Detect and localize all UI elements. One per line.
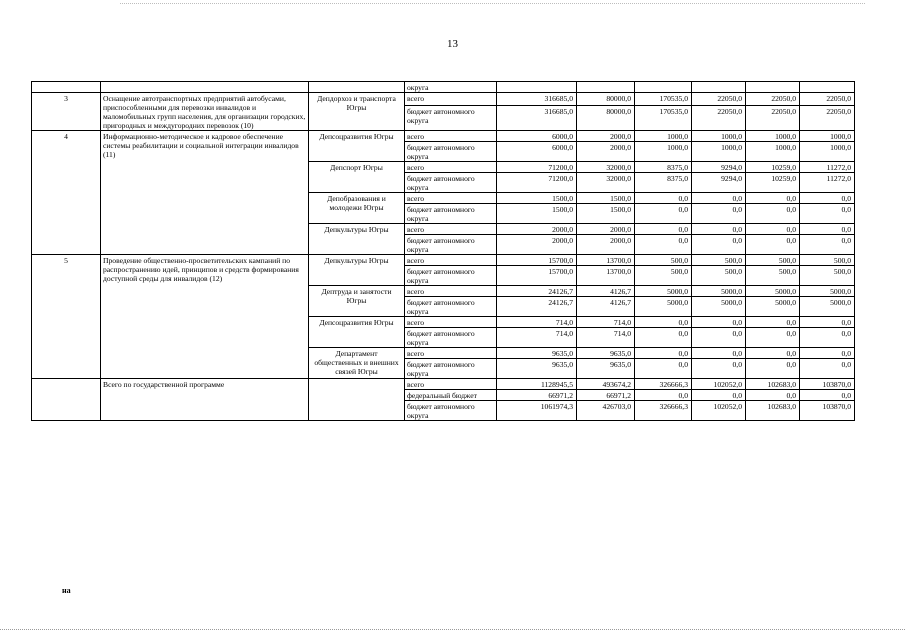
- amount-cell: 5000,0: [635, 297, 692, 317]
- amount-cell: 32000,0: [577, 173, 635, 193]
- amount-cell: 0,0: [692, 235, 746, 255]
- amount-cell: 102683,0: [746, 401, 800, 421]
- amount-cell: 0,0: [746, 317, 800, 328]
- fund-source-cell: бюджет автономного округа: [405, 328, 497, 348]
- executor-cell: Департамент общественных и внешних связей Югры: [309, 348, 405, 379]
- fund-source-cell: всего: [405, 224, 497, 235]
- amount-cell: 66971,2: [577, 390, 635, 401]
- amount-cell: 1000,0: [635, 142, 692, 162]
- table-row: [32, 93, 855, 106]
- amount-cell: 0,0: [800, 359, 855, 379]
- amount-cell: 0,0: [692, 348, 746, 359]
- amount-cell: 2000,0: [577, 235, 635, 255]
- amount-cell: 170535,0: [635, 106, 692, 131]
- executor-cell: Депсоцразвития Югры: [309, 131, 405, 162]
- amount-cell: 0,0: [800, 235, 855, 255]
- amount-cell: 1061974,3: [497, 401, 577, 421]
- amount-cell: 80000,0: [577, 93, 635, 106]
- amount-cell: 13700,0: [577, 255, 635, 266]
- executor-cell: Дептруда и занятости Югры: [309, 286, 405, 317]
- amount-cell: 170535,0: [635, 93, 692, 106]
- amount-cell: 5000,0: [746, 297, 800, 317]
- fund-source-cell: федеральный бюджет: [405, 390, 497, 401]
- activity-name-cell: Информационно-методическое и кадровое обеспечение системы реабилитации и социальной интеграции инвалидов (11): [101, 131, 309, 255]
- fund-source-cell: бюджет автономного округа: [405, 142, 497, 162]
- amount-cell: 0,0: [635, 235, 692, 255]
- executor-cell: Депкультуры Югры: [309, 224, 405, 255]
- item-number-cell: 4: [32, 131, 101, 255]
- amount-cell: 2000,0: [577, 142, 635, 162]
- amount-cell: 71200,0: [497, 162, 577, 173]
- amount-cell: 0,0: [635, 359, 692, 379]
- amount-cell: 5000,0: [800, 286, 855, 297]
- amount-cell: 10259,0: [746, 173, 800, 193]
- amount-cell: 500,0: [746, 255, 800, 266]
- amount-cell: 1128945,5: [497, 379, 577, 390]
- amount-cell: 0,0: [692, 224, 746, 235]
- amount-cell: 1000,0: [800, 142, 855, 162]
- fund-source-cell: всего: [405, 286, 497, 297]
- amount-cell: 0,0: [800, 348, 855, 359]
- amount-cell: 0,0: [800, 193, 855, 204]
- amount-cell: 24126,7: [497, 286, 577, 297]
- amount-cell: 0,0: [800, 328, 855, 348]
- amount-cell: 5000,0: [635, 286, 692, 297]
- amount-cell: 0,0: [746, 348, 800, 359]
- item-number-cell: 5: [32, 255, 101, 379]
- amount-cell: 0,0: [692, 359, 746, 379]
- amount-cell: 80000,0: [577, 106, 635, 131]
- fund-source-cell: округа: [405, 82, 497, 93]
- fund-source-cell: бюджет автономного округа: [405, 266, 497, 286]
- amount-cell: 0,0: [635, 224, 692, 235]
- fund-source-cell: бюджет автономного округа: [405, 204, 497, 224]
- fund-source-cell: всего: [405, 255, 497, 266]
- amount-cell: 0,0: [692, 328, 746, 348]
- amount-cell: 1000,0: [800, 131, 855, 142]
- amount-cell: 1000,0: [692, 131, 746, 142]
- amount-cell: 714,0: [497, 328, 577, 348]
- amount-cell: 9635,0: [497, 348, 577, 359]
- amount-cell: 0,0: [800, 390, 855, 401]
- amount-cell: 102052,0: [692, 379, 746, 390]
- amount-cell: 0,0: [692, 390, 746, 401]
- amount-cell: 22050,0: [692, 106, 746, 131]
- amount-cell: 1000,0: [692, 142, 746, 162]
- amount-cell: 9635,0: [577, 359, 635, 379]
- activity-name-cell: Оснащение автотранспортных предприятий автобусами, приспособленными для перевозки инвалидов и маломобильных групп населения, для организации городских, пригородных и междугородних перевозок (10): [101, 93, 309, 131]
- fund-source-cell: всего: [405, 317, 497, 328]
- amount-cell: 714,0: [497, 317, 577, 328]
- amount-cell: 4126,7: [577, 297, 635, 317]
- amount-cell: 500,0: [635, 255, 692, 266]
- amount-cell: 0,0: [692, 317, 746, 328]
- amount-cell: 316685,0: [497, 106, 577, 131]
- amount-cell: 0,0: [635, 348, 692, 359]
- amount-cell: 1500,0: [497, 204, 577, 224]
- amount-cell: 6000,0: [497, 142, 577, 162]
- amount-cell: 22050,0: [746, 93, 800, 106]
- amount-cell: 500,0: [800, 255, 855, 266]
- amount-cell: 9294,0: [692, 162, 746, 173]
- amount-cell: 0,0: [635, 317, 692, 328]
- amount-cell: 714,0: [577, 317, 635, 328]
- amount-cell: 500,0: [635, 266, 692, 286]
- fund-source-cell: всего: [405, 379, 497, 390]
- amount-cell: 6000,0: [497, 131, 577, 142]
- table-row: [32, 131, 855, 142]
- fund-source-cell: бюджет автономного округа: [405, 359, 497, 379]
- amount-cell: 0,0: [692, 204, 746, 224]
- amount-cell: 66971,2: [497, 390, 577, 401]
- amount-cell: 316685,0: [497, 93, 577, 106]
- amount-cell: 0,0: [746, 359, 800, 379]
- amount-cell: 1000,0: [746, 142, 800, 162]
- amount-cell: 22050,0: [800, 93, 855, 106]
- fund-source-cell: всего: [405, 193, 497, 204]
- table-row: [32, 82, 855, 93]
- amount-cell: 22050,0: [800, 106, 855, 131]
- executor-cell: Депдорхоз и транспорта Югры: [309, 93, 405, 131]
- amount-cell: 326666,3: [635, 379, 692, 390]
- fund-source-cell: всего: [405, 162, 497, 173]
- activity-name-cell: Проведение общественно-просветительских кампаний по распространению идей, принципов и средств формирования доступной среды для инвалидов (12): [101, 255, 309, 379]
- amount-cell: 1000,0: [635, 131, 692, 142]
- amount-cell: 5000,0: [692, 286, 746, 297]
- amount-cell: 426703,0: [577, 401, 635, 421]
- amount-cell: 500,0: [800, 266, 855, 286]
- amount-cell: 0,0: [635, 328, 692, 348]
- amount-cell: 326666,3: [635, 401, 692, 421]
- table-row: [32, 379, 855, 390]
- amount-cell: 0,0: [800, 204, 855, 224]
- executor-cell: Депобразования и молодежи Югры: [309, 193, 405, 224]
- amount-cell: 0,0: [800, 317, 855, 328]
- amount-cell: 0,0: [746, 193, 800, 204]
- amount-cell: 10259,0: [746, 162, 800, 173]
- scan-top-edge: [120, 3, 865, 4]
- amount-cell: 493674,2: [577, 379, 635, 390]
- amount-cell: 0,0: [746, 328, 800, 348]
- amount-cell: 71200,0: [497, 173, 577, 193]
- amount-cell: 8375,0: [635, 173, 692, 193]
- amount-cell: 714,0: [577, 328, 635, 348]
- amount-cell: 0,0: [746, 224, 800, 235]
- footer-note: на: [62, 586, 71, 595]
- amount-cell: 5000,0: [746, 286, 800, 297]
- executor-cell: Депспорт Югры: [309, 162, 405, 193]
- amount-cell: 2000,0: [577, 224, 635, 235]
- fund-source-cell: бюджет автономного округа: [405, 235, 497, 255]
- fund-source-cell: бюджет автономного округа: [405, 106, 497, 131]
- amount-cell: 9635,0: [497, 359, 577, 379]
- amount-cell: 102052,0: [692, 401, 746, 421]
- amount-cell: 2000,0: [577, 131, 635, 142]
- amount-cell: 22050,0: [692, 93, 746, 106]
- amount-cell: 8375,0: [635, 162, 692, 173]
- amount-cell: 500,0: [692, 255, 746, 266]
- amount-cell: 9294,0: [692, 173, 746, 193]
- amount-cell: 0,0: [635, 390, 692, 401]
- amount-cell: 4126,7: [577, 286, 635, 297]
- amount-cell: 9635,0: [577, 348, 635, 359]
- amount-cell: 500,0: [746, 266, 800, 286]
- amount-cell: 1000,0: [746, 131, 800, 142]
- amount-cell: 11272,0: [800, 162, 855, 173]
- amount-cell: 15700,0: [497, 255, 577, 266]
- fund-source-cell: всего: [405, 93, 497, 106]
- fund-source-cell: всего: [405, 131, 497, 142]
- amount-cell: 500,0: [692, 266, 746, 286]
- executor-cell: Депкультуры Югры: [309, 255, 405, 286]
- amount-cell: 0,0: [635, 204, 692, 224]
- amount-cell: 103870,0: [800, 401, 855, 421]
- amount-cell: 32000,0: [577, 162, 635, 173]
- amount-cell: 0,0: [800, 224, 855, 235]
- table-row: [32, 255, 855, 266]
- amount-cell: 0,0: [692, 193, 746, 204]
- item-number-cell: 3: [32, 93, 101, 131]
- amount-cell: 1500,0: [577, 193, 635, 204]
- fund-source-cell: бюджет автономного округа: [405, 297, 497, 317]
- amount-cell: 13700,0: [577, 266, 635, 286]
- budget-table: [31, 81, 855, 421]
- amount-cell: 22050,0: [746, 106, 800, 131]
- program-total-label: Всего по государственной программе: [101, 379, 309, 421]
- fund-source-cell: бюджет автономного округа: [405, 401, 497, 421]
- amount-cell: 0,0: [746, 235, 800, 255]
- amount-cell: 24126,7: [497, 297, 577, 317]
- page-number: 13: [447, 38, 458, 50]
- scan-bottom-edge: [0, 629, 905, 630]
- fund-source-cell: бюджет автономного округа: [405, 173, 497, 193]
- amount-cell: 1500,0: [577, 204, 635, 224]
- amount-cell: 1500,0: [497, 193, 577, 204]
- amount-cell: 102683,0: [746, 379, 800, 390]
- fund-source-cell: всего: [405, 348, 497, 359]
- amount-cell: 15700,0: [497, 266, 577, 286]
- amount-cell: 5000,0: [800, 297, 855, 317]
- amount-cell: 103870,0: [800, 379, 855, 390]
- amount-cell: 2000,0: [497, 235, 577, 255]
- amount-cell: 0,0: [635, 193, 692, 204]
- amount-cell: 11272,0: [800, 173, 855, 193]
- amount-cell: 0,0: [746, 204, 800, 224]
- amount-cell: 5000,0: [692, 297, 746, 317]
- executor-cell: Депсоцразвития Югры: [309, 317, 405, 348]
- amount-cell: 2000,0: [497, 224, 577, 235]
- amount-cell: 0,0: [746, 390, 800, 401]
